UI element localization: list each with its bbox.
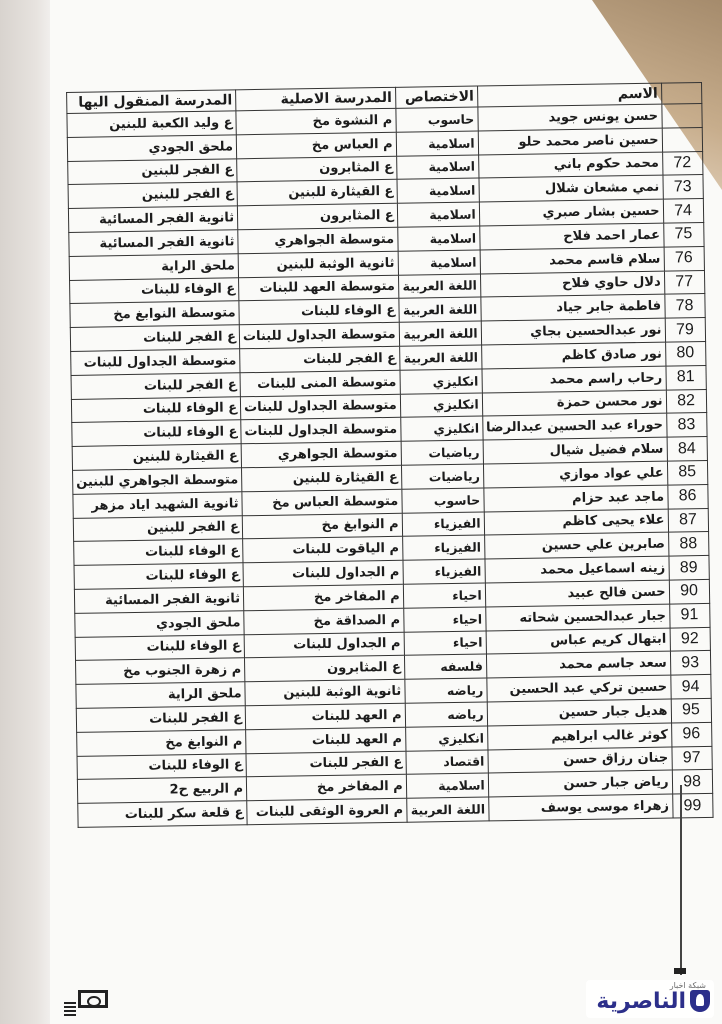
- cell-school-to: ملحق الراية: [69, 254, 238, 280]
- cell-name: دلال حاوي فلاح: [480, 271, 664, 298]
- cell-school-to: ع الفجر للبنين: [68, 182, 237, 208]
- cell-school-from: ع المثابرون: [237, 203, 397, 229]
- cell-name: زينه اسماعيل محمد: [485, 556, 669, 583]
- cell-specialty: اللغة العربية: [399, 321, 481, 346]
- cell-school-to: ع الفجر للبنات: [76, 706, 245, 732]
- cell-specialty: اللغة العربية: [406, 797, 488, 822]
- watermark-brand: الناصرية: [596, 989, 686, 1014]
- cell-school-to: ع الفجر للبنات: [71, 373, 240, 399]
- cell-school-from: م النوابغ مخ: [242, 513, 402, 539]
- cell-school-to: متوسطة الجداول للبنات: [71, 349, 240, 375]
- cell-school-to: ع الفجر للبنين: [73, 515, 242, 541]
- cell-school-to: ع الوفاء للبنات: [72, 420, 241, 446]
- cell-school-to: ثانوية الفجر المسائية: [69, 230, 238, 256]
- cell-specialty: اللغة العربية: [398, 274, 480, 299]
- cell-specialty: حاسوب: [396, 107, 478, 132]
- cell-name: هديل جبار حسين: [487, 699, 671, 726]
- cell-name: جنان رزاق حسن: [488, 747, 672, 774]
- table-body: [67, 104, 713, 828]
- cell-specialty: فلسفه: [404, 654, 486, 679]
- cell-school-to: ع الفجر للبنات: [70, 325, 239, 351]
- cell-school-from: ع الفجر للبنات: [246, 751, 406, 777]
- cell-school-to: م الربيع ح2: [77, 777, 246, 803]
- cell-name: نور محسن حمزة: [482, 390, 666, 417]
- cell-school-to: ثانوية الشهيد اياد مزهر: [73, 492, 242, 518]
- cell-school-to: ع الوفاء للبنات: [74, 539, 243, 565]
- cell-number: 84: [667, 437, 707, 461]
- cell-name: حسين بشار صبري: [479, 199, 663, 226]
- scan-edge-tick: [674, 968, 686, 974]
- cell-school-from: متوسطة الجداول للبنات: [239, 322, 399, 348]
- cell-number: 77: [664, 270, 704, 294]
- cell-name: علاء يحيى كاظم: [484, 509, 668, 536]
- cell-school-to: ع الوفاء للبنات: [74, 563, 243, 589]
- cell-name: كوثر غالب ابراهيم: [487, 723, 671, 750]
- cell-number: 72: [662, 151, 702, 175]
- cell-number: 92: [670, 627, 710, 651]
- cell-name: حوراء عبد الحسين عبدالرضا: [482, 413, 666, 440]
- cell-number: 90: [669, 579, 709, 603]
- cell-specialty: الفيزياء: [402, 512, 484, 537]
- cell-number: 73: [663, 175, 703, 199]
- cell-school-from: ع القيثارة للبنين: [242, 465, 402, 491]
- cell-school-to: م زهرة الجنوب مخ: [76, 658, 245, 684]
- cell-name: ابتهال كريم عباس: [486, 628, 670, 655]
- cell-name: محمد حكوم باني: [478, 152, 662, 179]
- cell-school-from: م النشوة مخ: [236, 108, 396, 134]
- cell-specialty: اسلامية: [406, 773, 488, 798]
- cell-specialty: رياضيات: [401, 440, 483, 465]
- cell-number: 99: [672, 794, 712, 818]
- cell-name: فاطمة جابر جياد: [481, 294, 665, 321]
- cell-school-from: متوسطة الجداول للبنات: [240, 394, 400, 420]
- watermark-logo: [586, 980, 714, 1018]
- cell-number: 79: [665, 318, 705, 342]
- cell-number: 98: [672, 770, 712, 794]
- header-number: [661, 83, 701, 105]
- cell-school-from: م الجداول للبنات: [243, 560, 403, 586]
- cell-school-from: ثانوية الوثبة للبنين: [245, 679, 405, 705]
- cell-school-to: ملحق الراية: [76, 682, 245, 708]
- cell-number: 74: [663, 199, 703, 223]
- cell-number: 83: [666, 413, 706, 437]
- cell-name: سعد جاسم محمد: [486, 651, 670, 678]
- cell-school-from: م الياقوت للبنات: [243, 537, 403, 563]
- cell-number: 94: [670, 675, 710, 699]
- cell-number: 76: [664, 246, 704, 270]
- cell-school-to: ع الوفاء للبنات: [70, 277, 239, 303]
- cell-school-to: ثانوية الفجر المسائية: [74, 587, 243, 613]
- cell-school-from: متوسطة الجداول للبنات: [241, 418, 401, 444]
- cell-school-to: ع الوفاء للبنات: [71, 396, 240, 422]
- cell-name: رحاب راسم محمد: [482, 366, 666, 393]
- cell-specialty: رياضه: [405, 678, 487, 703]
- cell-number: 81: [666, 365, 706, 389]
- cell-specialty: اسلامية: [396, 131, 478, 156]
- cell-number: 85: [667, 460, 707, 484]
- cell-specialty: اسلامية: [398, 250, 480, 275]
- cell-name: حسن فالح عبيد: [485, 580, 669, 607]
- cell-name: نور صادق كاظم: [481, 342, 665, 369]
- cell-number: 97: [672, 746, 712, 770]
- cell-school-from: م الجداول للبنات: [244, 632, 404, 658]
- cell-name: سلام فضيل شيال: [483, 437, 667, 464]
- cell-school-from: متوسطة المنى للبنات: [240, 370, 400, 396]
- cell-school-to: متوسطة الجواهري للبنين: [73, 468, 242, 494]
- cell-school-from: ع الوفاء للبنات: [239, 299, 399, 325]
- cell-name: ماجد عبد حزام: [484, 485, 668, 512]
- cell-specialty: الفيزياء: [402, 535, 484, 560]
- cell-number: [661, 104, 701, 128]
- watermark-tagline: شبكة اخبار: [669, 981, 706, 990]
- cell-school-to: ع قلعة سكر للبنات: [78, 801, 247, 827]
- cell-school-from: م العهد للبنات: [245, 703, 405, 729]
- cell-specialty: انكليزي: [400, 369, 482, 394]
- cell-name: رياض جبار حسن: [488, 770, 672, 797]
- cell-school-from: ع المثابرون: [245, 656, 405, 682]
- cell-number: [662, 127, 702, 151]
- cell-specialty: اسلامية: [397, 226, 479, 251]
- cell-specialty: انكليزي: [400, 416, 482, 441]
- printed-corner-mark: [78, 990, 108, 1008]
- header-school-to: المدرسة المنقول اليها: [67, 90, 236, 114]
- cell-school-to: ثانوية الفجر المسائية: [68, 206, 237, 232]
- cell-name: جبار عبدالحسين شحاته: [485, 604, 669, 631]
- cell-school-to: ع الوفاء للبنات: [77, 753, 246, 779]
- cell-school-from: متوسطة الجواهري: [241, 441, 401, 467]
- scanner-shadow-margin: [0, 0, 52, 1024]
- cell-name: زهراء موسى يوسف: [488, 794, 672, 821]
- header-school-from: المدرسة الاصلية: [236, 87, 396, 111]
- cell-number: 78: [664, 294, 704, 318]
- cell-specialty: الفيزياء: [403, 559, 485, 584]
- cell-number: 87: [668, 508, 708, 532]
- cell-specialty: اللغة العربية: [399, 345, 481, 370]
- cell-number: 91: [669, 603, 709, 627]
- cell-specialty: اسلامية: [396, 155, 478, 180]
- cell-number: 75: [663, 222, 703, 246]
- cell-school-from: ثانوية الوثبة للبنين: [238, 251, 398, 277]
- cell-name: سلام قاسم محمد: [480, 247, 664, 274]
- cell-school-to: ع الفجر للبنين: [68, 158, 237, 184]
- cell-school-to: متوسطة النوابغ مخ: [70, 301, 239, 327]
- cell-number: 96: [671, 722, 711, 746]
- cell-school-to: ع الوفاء للبنات: [75, 634, 244, 660]
- scan-edge-line: [680, 785, 682, 975]
- cell-name: حسين ناصر محمد حلو: [478, 128, 662, 155]
- cell-name: علي عواد موازي: [483, 461, 667, 488]
- cell-specialty: اقتصاد: [406, 749, 488, 774]
- cell-school-from: متوسطة العباس مخ: [242, 489, 402, 515]
- watermark-emblem-icon: [690, 990, 710, 1012]
- cell-specialty: انكليزي: [405, 726, 487, 751]
- cell-school-from: ع المثابرون: [237, 156, 397, 182]
- cell-number: 95: [671, 698, 711, 722]
- cell-school-from: م المفاخر مخ: [243, 584, 403, 610]
- cell-name: عمار احمد فلاح: [479, 223, 663, 250]
- cell-name: حسين تركي عبد الحسين: [487, 675, 671, 702]
- cell-specialty: احياء: [403, 583, 485, 608]
- cell-specialty: حاسوب: [402, 488, 484, 513]
- cell-specialty: رياضيات: [401, 464, 483, 489]
- printed-grid-mark: [64, 1000, 76, 1016]
- cell-number: 88: [668, 532, 708, 556]
- cell-specialty: احياء: [403, 607, 485, 632]
- cell-number: 93: [670, 651, 710, 675]
- cell-school-to: ع وليد الكعبة للبنين: [67, 111, 236, 137]
- cell-school-from: م العهد للبنات: [246, 727, 406, 753]
- cell-school-from: م الصداقة مخ: [244, 608, 404, 634]
- cell-specialty: رياضه: [405, 702, 487, 727]
- cell-school-from: متوسطة الجواهري: [238, 227, 398, 253]
- transfer-table: [66, 82, 713, 828]
- cell-school-to: ملحق الجودي: [67, 135, 236, 161]
- cell-number: 89: [669, 556, 709, 580]
- header-specialty: الاختصاص: [395, 86, 477, 108]
- cell-name: صابرين علي حسين: [484, 532, 668, 559]
- cell-specialty: احياء: [404, 630, 486, 655]
- cell-school-from: متوسطة العهد للبنات: [239, 275, 399, 301]
- cell-number: 86: [667, 484, 707, 508]
- cell-specialty: انكليزي: [400, 393, 482, 418]
- cell-school-from: ع القيثارة للبنين: [237, 180, 397, 206]
- cell-school-from: ع الفجر للبنات: [240, 346, 400, 372]
- cell-school-to: ملحق الجودي: [75, 610, 244, 636]
- cell-school-to: م النوابغ مخ: [77, 729, 246, 755]
- cell-number: 82: [666, 389, 706, 413]
- cell-name: نمي مشعان شلال: [479, 176, 663, 203]
- cell-number: 80: [665, 341, 705, 365]
- cell-school-from: م العباس مخ: [236, 132, 396, 158]
- cell-name: حسن يونس جويد: [478, 104, 662, 131]
- cell-specialty: اسلامية: [397, 178, 479, 203]
- cell-specialty: اللغة العربية: [399, 297, 481, 322]
- cell-specialty: اسلامية: [397, 202, 479, 227]
- header-name: الاسم: [477, 83, 661, 107]
- cell-school-from: م العروة الوثقى للبنات: [247, 798, 407, 824]
- cell-school-to: ع القيثارة للبنين: [72, 444, 241, 470]
- cell-school-from: م المفاخر مخ: [246, 775, 406, 801]
- cell-name: نور عبدالحسين بجاي: [481, 318, 665, 345]
